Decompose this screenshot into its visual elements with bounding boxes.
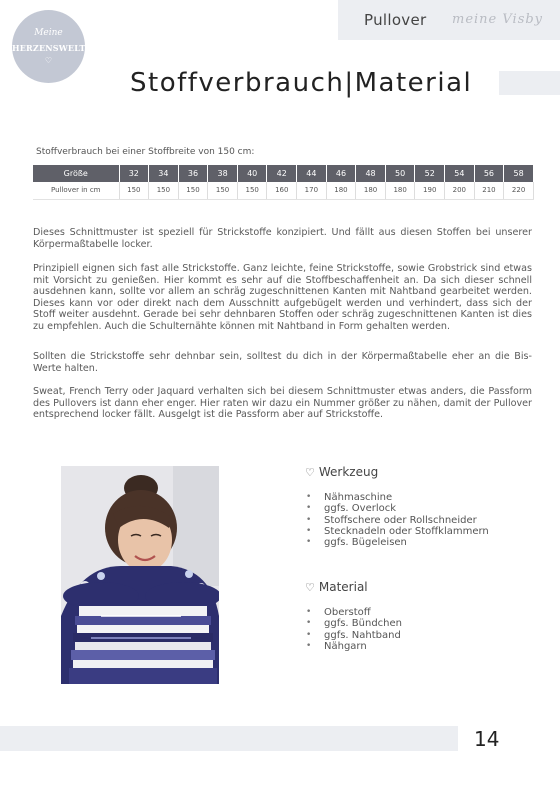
table-row-label: Pullover in cm <box>33 182 119 199</box>
brand-logo <box>12 10 85 83</box>
list-item: • Stecknadeln oder Stoffklammern <box>305 526 489 537</box>
list-item: • Stoffschere oder Rollschneider <box>305 515 489 526</box>
heart-icon: ♡ <box>305 581 315 594</box>
list-item: • Oberstoff <box>305 607 402 618</box>
size-cell: 38 <box>208 165 238 182</box>
size-cell: 40 <box>237 165 267 182</box>
paragraph: Dieses Schnittmuster ist speziell für Strickstoffe konzipiert. Und fällt aus diesen Stoffen bei unserer Körpermaßtabelle locker. <box>33 227 532 250</box>
list-item: • Nähmaschine <box>305 492 489 503</box>
size-cell: 50 <box>385 165 415 182</box>
werkzeug-section <box>305 465 489 548</box>
table-header-label: Größe <box>33 165 119 182</box>
value-cell: 180 <box>385 182 415 199</box>
size-cell: 58 <box>504 165 534 182</box>
model-photo-illustration <box>61 466 219 684</box>
size-cell: 36 <box>178 165 208 182</box>
size-cell: 42 <box>267 165 297 182</box>
page-title: Stoffverbrauch|Material <box>130 68 473 98</box>
material-title <box>305 580 402 594</box>
header-title: Pullover <box>364 11 427 29</box>
value-cell: 180 <box>326 182 356 199</box>
page-number: 14 <box>474 727 500 751</box>
heart-icon: ♡ <box>305 466 315 479</box>
value-cell: 190 <box>415 182 445 199</box>
list-item: • ggfs. Bündchen <box>305 618 402 629</box>
size-cell: 56 <box>474 165 504 182</box>
value-cell: 210 <box>474 182 504 199</box>
material-title-text: Material <box>318 580 368 594</box>
size-cell: 44 <box>297 165 327 182</box>
list-item: • ggfs. Overlock <box>305 503 489 514</box>
list-item: • ggfs. Bügeleisen <box>305 537 489 548</box>
size-cell: 34 <box>149 165 179 182</box>
table-caption: Stoffverbrauch bei einer Stoffbreite von 150 cm: <box>36 147 255 157</box>
value-cell: 150 <box>119 182 149 199</box>
value-cell: 150 <box>237 182 267 199</box>
heading-band <box>499 71 560 95</box>
value-cell: 150 <box>149 182 179 199</box>
value-cell: 150 <box>178 182 208 199</box>
paragraph: Sollten die Strickstoffe sehr dehnbar sein, solltest du dich in der Körpermaßtabelle eher an die Bis-Werte halten. <box>33 351 532 374</box>
size-cell: 46 <box>326 165 356 182</box>
value-cell: 170 <box>297 182 327 199</box>
logo-heart-icon: ♡ <box>44 56 53 65</box>
paragraph: Prinzipiell eignen sich fast alle Strickstoffe. Ganz leichte, feine Strickstoffe, sowie Grobstrick sind etwas mit Vorsicht zu genießen. Hier kommt es sehr auf die Stoffbeschaffenheit an. Da sich dieser schnell ausdehnen kann, sollte vor allem an schräg zugeschnittenen Kanten mit Nahtband gearbeitet werden. Dieses kann vor oder direkt nach dem Ausschnitt aufgebügelt werden und verhindert, dass sich der Stoff weiter ausdehnt. Gerade bei sehr dehnbaren Stoffen oder schräg zugeschnittenen Kanten ist dies zu empfehlen. Auch die Schulternähte können mit Nahtband in Form gehalten werden. <box>33 263 532 332</box>
werkzeug-title-text: Werkzeug <box>318 465 379 479</box>
footer-band <box>0 726 458 751</box>
fabric-consumption-table <box>33 165 534 200</box>
material-section <box>305 580 402 652</box>
size-cell: 54 <box>445 165 475 182</box>
size-cell: 48 <box>356 165 386 182</box>
list-item: • Nähgarn <box>305 641 402 652</box>
value-cell: 160 <box>267 182 297 199</box>
value-cell: 220 <box>504 182 534 199</box>
table-row <box>33 182 534 199</box>
header-script-title: meine Visby <box>452 12 544 27</box>
table-header-row <box>33 165 534 182</box>
size-cell: 32 <box>119 165 149 182</box>
model-photo <box>61 466 219 684</box>
value-cell: 150 <box>208 182 238 199</box>
list-item: • ggfs. Nahtband <box>305 630 402 641</box>
size-cell: 52 <box>415 165 445 182</box>
werkzeug-title <box>305 465 489 479</box>
value-cell: 200 <box>445 182 475 199</box>
logo-main-text: HERZENSWELT <box>12 43 86 53</box>
logo-script-text: Meine <box>34 28 63 38</box>
value-cell: 180 <box>356 182 386 199</box>
paragraph: Sweat, French Terry oder Jaquard verhalten sich bei diesem Schnittmuster etwas anders, die Passform des Pullovers ist dann eher enger. Hier raten wir dazu ein Nummer größer zu nähen, damit der Pullover entsprechend locker fällt. Ausgelgt ist die Passform aber auf Strickstoffe. <box>33 386 532 421</box>
